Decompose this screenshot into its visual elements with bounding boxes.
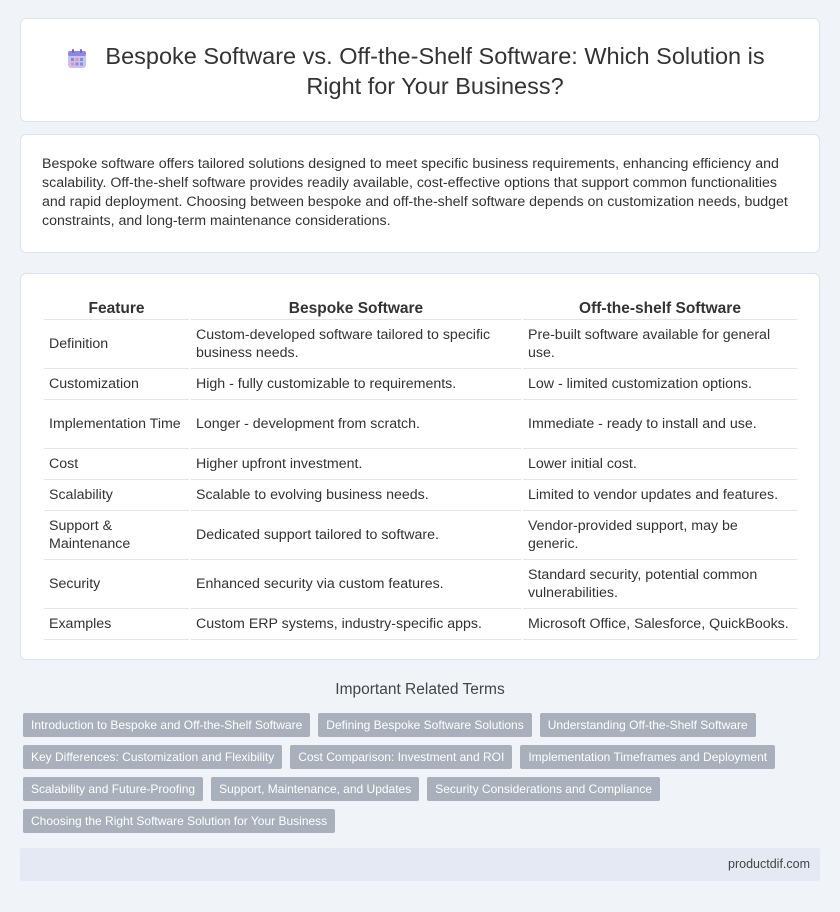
bespoke-cell: Higher upfront investment.	[191, 449, 521, 480]
page-title: Bespoke Software vs. Off-the-Shelf Software: Which Solution is Right for Your Business?	[105, 43, 765, 99]
off-the-shelf-cell: Limited to vendor updates and features.	[523, 480, 797, 511]
comparison-table	[42, 296, 799, 640]
related-terms-title: Important Related Terms	[335, 681, 505, 698]
related-term-tag[interactable]: Defining Bespoke Software Solutions	[318, 713, 531, 737]
off-the-shelf-cell: Lower initial cost.	[523, 449, 797, 480]
bespoke-cell: Enhanced security via custom features.	[191, 560, 521, 609]
summary-card	[20, 134, 820, 253]
related-term-tag[interactable]: Introduction to Bespoke and Off-the-Shelf Software	[23, 713, 310, 737]
table-row	[44, 369, 797, 400]
related-term-tag[interactable]: Security Considerations and Compliance	[427, 777, 660, 801]
feature-cell: Definition	[44, 320, 189, 369]
feature-cell: Implementation Time	[44, 400, 189, 449]
summary-text: Bespoke software offers tailored solutions designed to meet specific business requirements, enhancing efficiency and scalability. Off-the-shelf software provides readily available, cost-effective options that support common functionalities and rapid deployment. Choosing between bespoke and off-the-shelf software depends on customization needs, budget constraints, and long-term maintenance considerations.	[42, 156, 788, 229]
header-bespoke: Bespoke Software	[191, 296, 521, 320]
off-the-shelf-cell: Microsoft Office, Salesforce, QuickBooks.	[523, 609, 797, 640]
bespoke-cell: Custom ERP systems, industry-specific apps.	[191, 609, 521, 640]
feature-cell: Security	[44, 560, 189, 609]
table-row	[44, 609, 797, 640]
footer-bar	[20, 848, 820, 881]
feature-cell: Support & Maintenance	[44, 511, 189, 560]
comparison-card	[20, 273, 820, 660]
off-the-shelf-cell: Pre-built software available for general use.	[523, 320, 797, 369]
related-term-tag[interactable]: Scalability and Future-Proofing	[23, 777, 203, 801]
header-feature: Feature	[44, 296, 189, 320]
feature-cell: Examples	[44, 609, 189, 640]
feature-cell: Scalability	[44, 480, 189, 511]
related-term-tag[interactable]: Cost Comparison: Investment and ROI	[290, 745, 512, 769]
table-row	[44, 449, 797, 480]
related-term-tag[interactable]: Support, Maintenance, and Updates	[211, 777, 419, 801]
feature-cell: Customization	[44, 369, 189, 400]
header-off-the-shelf: Off-the-shelf Software	[523, 296, 797, 320]
off-the-shelf-cell: Immediate - ready to install and use.	[523, 400, 797, 449]
feature-cell: Cost	[44, 449, 189, 480]
related-term-tag[interactable]: Understanding Off-the-Shelf Software	[540, 713, 756, 737]
table-row	[44, 480, 797, 511]
related-term-tag[interactable]: Implementation Timeframes and Deployment	[520, 745, 775, 769]
table-row	[44, 511, 797, 560]
bespoke-cell: Scalable to evolving business needs.	[191, 480, 521, 511]
off-the-shelf-cell: Standard security, potential common vulnerabilities.	[523, 560, 797, 609]
table-row	[44, 320, 797, 369]
off-the-shelf-cell: Low - limited customization options.	[523, 369, 797, 400]
table-row	[44, 560, 797, 609]
related-term-tag[interactable]: Key Differences: Customization and Flexibility	[23, 745, 282, 769]
table-header-row	[44, 296, 797, 320]
bespoke-cell: High - fully customizable to requirements.	[191, 369, 521, 400]
related-term-tag[interactable]: Choosing the Right Software Solution for Your Business	[23, 809, 335, 833]
title-card	[20, 18, 820, 122]
related-terms-list	[23, 713, 813, 833]
bespoke-cell: Dedicated support tailored to software.	[191, 511, 521, 560]
footer-site-link[interactable]: productdif.com	[728, 857, 810, 871]
off-the-shelf-cell: Vendor-provided support, may be generic.	[523, 511, 797, 560]
bespoke-cell: Longer - development from scratch.	[191, 400, 521, 449]
table-row	[44, 400, 797, 449]
bespoke-cell: Custom-developed software tailored to specific business needs.	[191, 320, 521, 369]
